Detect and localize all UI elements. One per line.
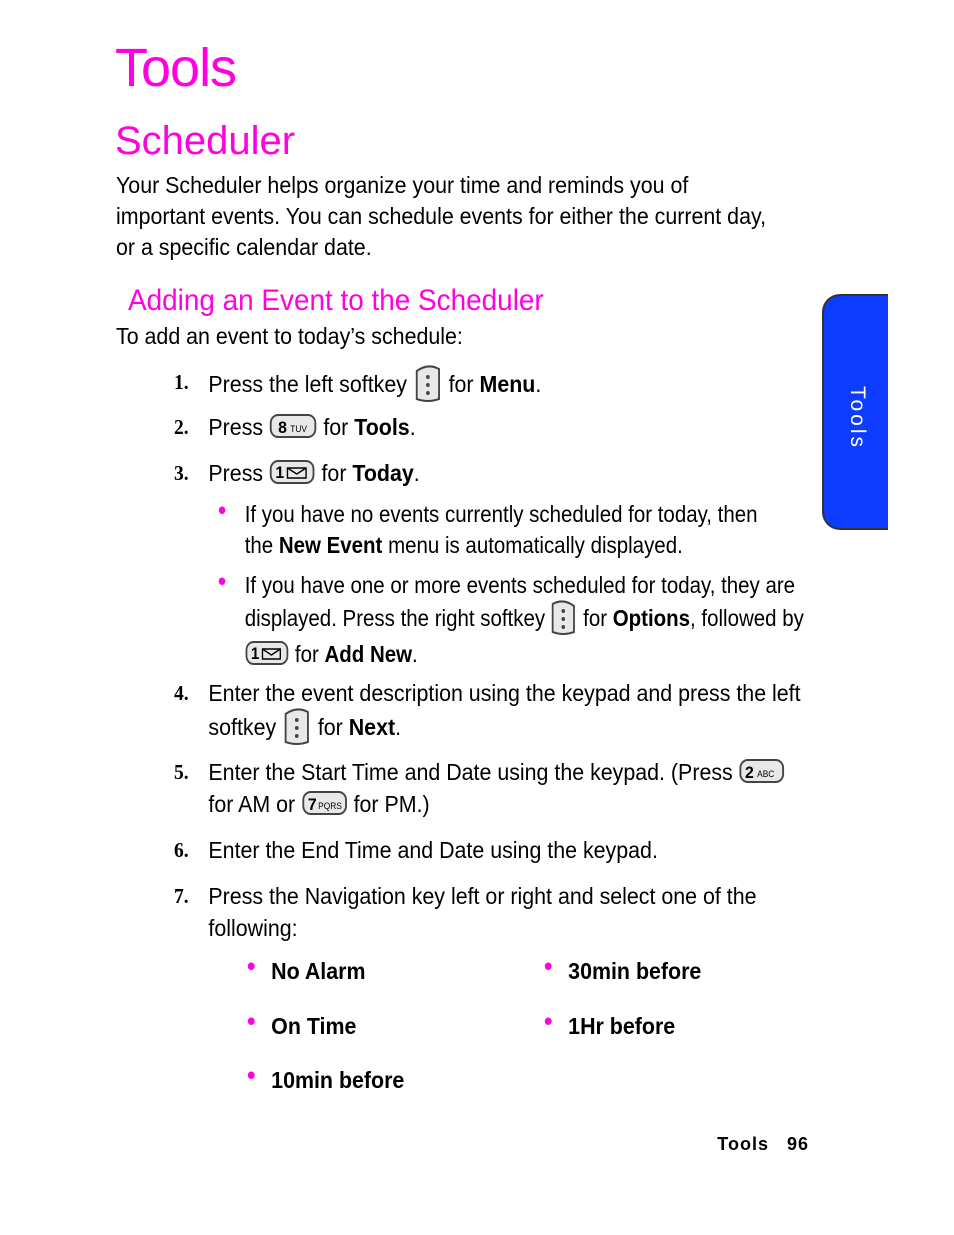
step-6: 6. Enter the End Time and Date using the keypad. [174, 837, 658, 863]
option-1hr-before: • 1Hr before [544, 1006, 676, 1039]
option-30min-before: • 30min before [544, 951, 702, 984]
bullet-dot-icon: • [247, 951, 256, 981]
step-3: 3. Press 1 for Today. [174, 460, 420, 486]
step-2: 2. Press 8 TUV for Tools. [174, 414, 416, 440]
key-7-pqrs-icon [301, 790, 348, 816]
bullet-dot-icon: • [218, 495, 227, 525]
step-7: 7. Press the Navigation key left or right and select one of the following: [174, 883, 757, 941]
svg-text:PQRS: PQRS [317, 800, 342, 811]
bullet-dot-icon: • [544, 951, 553, 981]
option-10min-before: • 10min before [247, 1060, 405, 1093]
page-number: 96 [786, 1134, 809, 1154]
option-on-time: • On Time [247, 1006, 357, 1039]
key-2-abc-icon [739, 758, 786, 784]
svg-text:7: 7 [307, 795, 317, 815]
svg-text:2: 2 [745, 763, 754, 783]
intro-paragraph: Your Scheduler helps organize your time and reminds you of important events. You can schedule events for either the current day, or a specific calendar date. [116, 172, 767, 260]
page-title: Tools [115, 38, 237, 98]
svg-text:ABC: ABC [757, 768, 775, 779]
lead-text: To add an event to today’s schedule: [116, 323, 463, 349]
bullet-dot-icon: • [218, 566, 227, 596]
bullet-no-events: • If you have no events currently scheduled for today, then the New Event menu is automatically displayed. [218, 495, 758, 558]
footer-section: Tools [717, 1134, 769, 1154]
chapter-side-tab [822, 294, 888, 530]
page-footer [717, 1134, 809, 1155]
svg-text:1: 1 [275, 463, 285, 483]
svg-text:8: 8 [278, 418, 288, 438]
key-1-voicemail-icon [245, 640, 290, 666]
left-softkey-icon [413, 363, 443, 403]
step-5: 5. Enter the Start Time and Date using the keypad. (Press 2 ABC for AM or 7 PQRS for PM.) [174, 756, 806, 820]
key-8-tuv-icon [269, 413, 317, 439]
section-title: Scheduler [115, 119, 296, 163]
subsection-title: Adding an Event to the Scheduler [128, 284, 544, 317]
bullet-dot-icon: • [247, 1060, 256, 1090]
side-tab-label: Tools [846, 386, 869, 451]
bullet-dot-icon: • [544, 1006, 553, 1036]
left-softkey-icon [282, 706, 312, 746]
step-1: 1. Press the left softkey for Menu. [174, 366, 806, 406]
svg-text:TUV: TUV [290, 423, 308, 434]
step-4: 4. Enter the event description using the keypad and press the left softkey for Next. [174, 677, 806, 749]
right-softkey-icon [551, 598, 578, 636]
svg-text:1: 1 [250, 644, 260, 664]
step-number: 1. [174, 370, 189, 394]
key-1-voicemail-icon [269, 459, 316, 485]
bullet-dot-icon: • [247, 1006, 256, 1036]
option-no-alarm: • No Alarm [247, 951, 366, 984]
bullet-events-exist: • If you have one or more events scheduled for today, they are displayed. Press the right softkey for Options, followed by 1 for Add New. [218, 566, 804, 667]
